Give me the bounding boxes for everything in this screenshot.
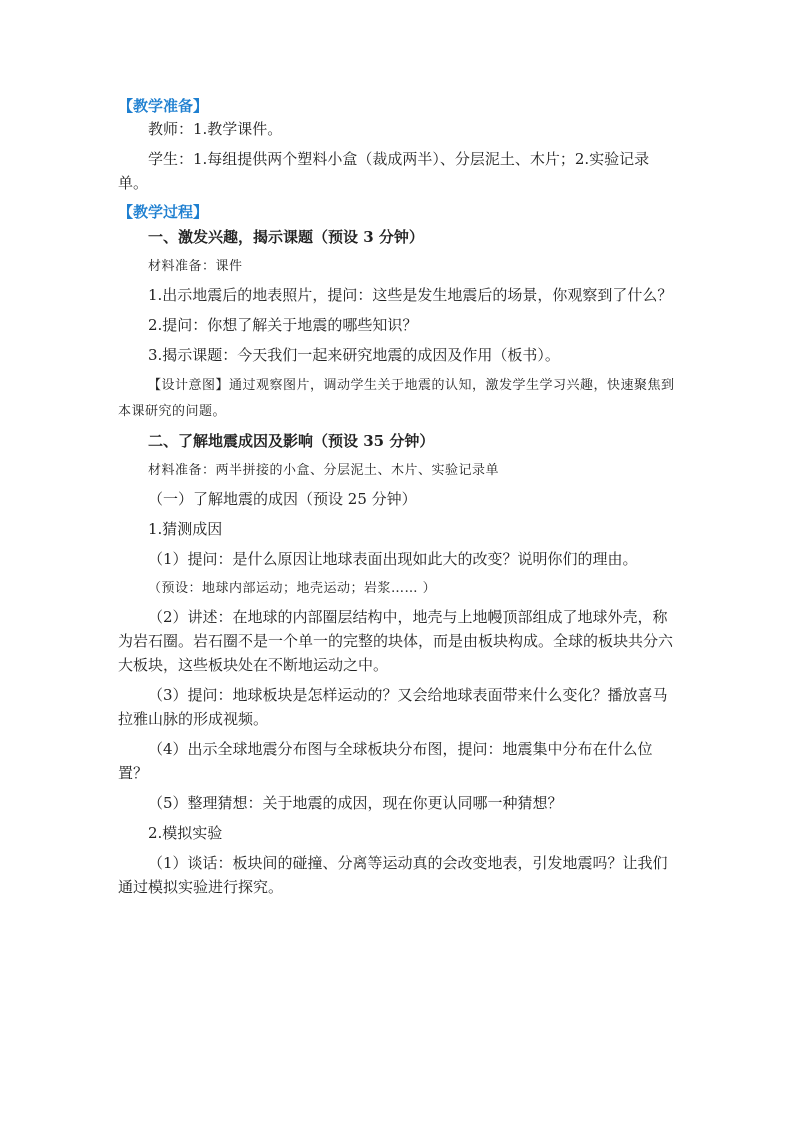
part1-step1: 1.出示地震后的地表照片，提问：这些是发生地震后的场景，你观察到了什么？ (148, 286, 673, 304)
part1-step3: 3.揭示课题：今天我们一起来研究地震的成因及作用（板书）。 (148, 346, 560, 364)
guess-q1: （1）提问：是什么原因让地球表面出现如此大的改变？说明你们的理由。 (148, 550, 638, 568)
guess-preset: （预设：地球内部运动；地壳运动；岩浆…… ） (148, 581, 437, 596)
part2-title: 二、了解地震成因及影响（预设 35 分钟） (148, 432, 435, 450)
part1-materials: 材料准备：课件 (148, 259, 243, 274)
guess-q2: （2）讲述：在地球的内部圈层结构中，地壳与上地幔顶部组成了地球外壳，称为岩石圈。岩石圈不是一个单一的完整的块体，而是由板块构成。全球的板块共分六大板块，这些板块处在不断地运动之中。 (118, 608, 674, 674)
document-body (118, 95, 678, 905)
guess-q4: （4）出示全球地震分布图与全球板块分布图，提问：地震集中分布在什么位置？ (118, 740, 653, 782)
prep-student: 学生：1.每组提供两个塑料小盒（裁成两半）、分层泥土、木片；2.实验记录单。 (118, 150, 650, 192)
guess-title: 1.猜测成因 (148, 520, 223, 538)
sim-title: 2.模拟实验 (148, 824, 223, 842)
part1-title: 一、激发兴趣，揭示课题（预设 3 分钟） (148, 228, 424, 246)
part2-subsection: （一）了解地震的成因（预设 25 分钟） (148, 490, 417, 508)
section-heading-process: 【教学过程】 (118, 203, 209, 221)
guess-q3: （3）提问：地球板块是怎样运动的？又会给地球表面带来什么变化？播放喜马拉雅山脉的形成视频。 (118, 686, 668, 728)
part1-step2: 2.提问：你想了解关于地震的哪些知识？ (148, 316, 418, 334)
part2-materials: 材料准备：两半拼接的小盒、分层泥土、木片、实验记录单 (148, 463, 500, 478)
section-heading-prep: 【教学准备】 (118, 97, 209, 115)
prep-teacher: 教师：1.教学课件。 (148, 120, 283, 138)
part1-design-intent: 【设计意图】通过观察图片，调动学生关于地震的认知，激发学生学习兴趣，快速聚焦到本课研究的问题。 (118, 378, 675, 419)
guess-q5: （5）整理猜想：关于地震的成因，现在你更认同哪一种猜想？ (148, 794, 563, 812)
sim-s1: （1）谈话：板块间的碰撞、分离等运动真的会改变地表，引发地震吗？让我们通过模拟实验进行探究。 (118, 854, 668, 896)
